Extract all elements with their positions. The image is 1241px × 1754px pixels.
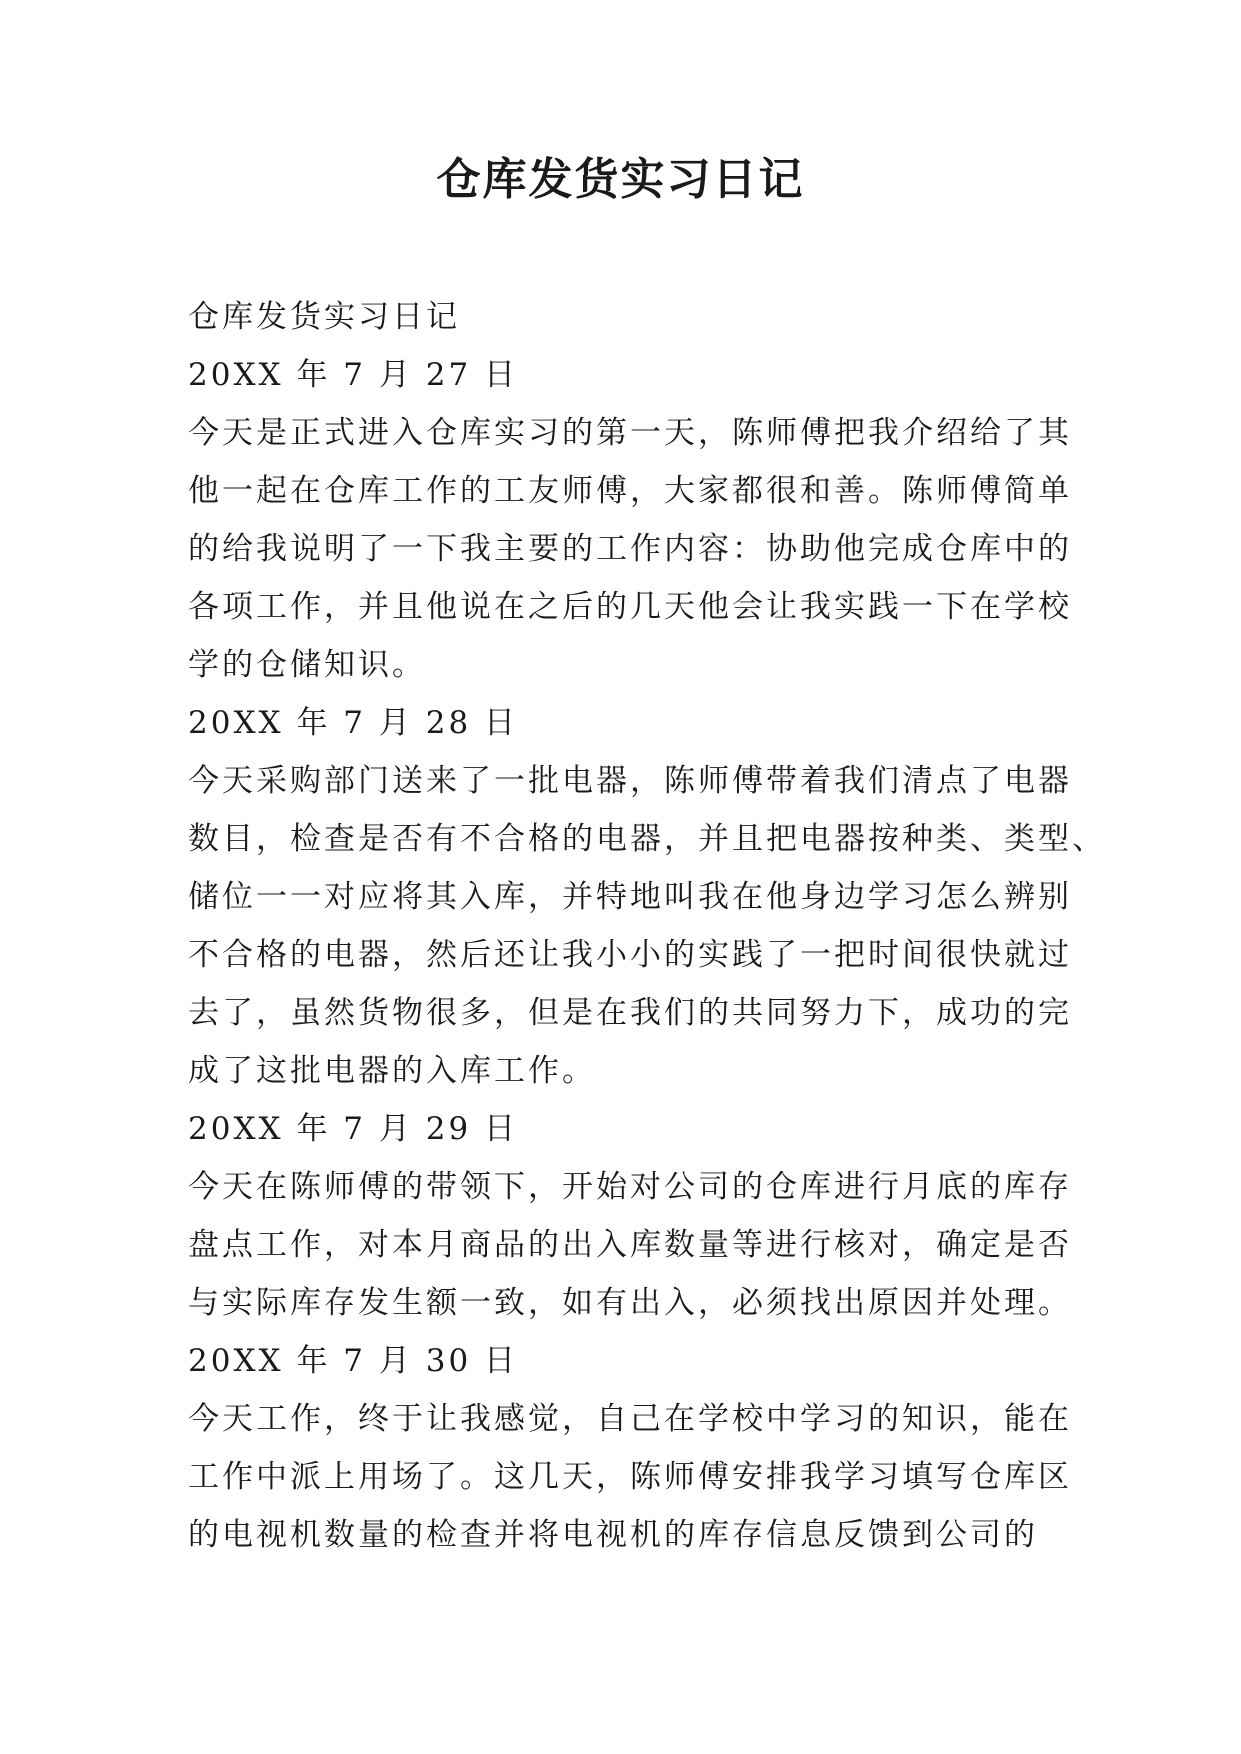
paragraph-line: 不合格的电器，然后还让我小小的实践了一把时间很快就过 xyxy=(188,937,1072,973)
entry-date xyxy=(188,694,1088,752)
document-subtitle xyxy=(188,288,1088,346)
paragraph-line: 数目，检查是否有不合格的电器，并且把电器按种类、类型、 xyxy=(188,821,1106,857)
paragraph-line: 他一起在仓库工作的工友师傅，大家都很和善。陈师傅简单 xyxy=(188,473,1072,509)
entry-paragraph xyxy=(188,1158,1088,1332)
entry-date-text: 20XX 年 7 月 28 日 xyxy=(188,705,519,741)
entry-date-text: 20XX 年 7 月 29 日 xyxy=(188,1111,519,1147)
entry-date-text: 20XX 年 7 月 27 日 xyxy=(188,357,519,393)
document-title: 仓库发货实习日记 xyxy=(436,154,805,205)
paragraph-line: 今天在陈师傅的带领下，开始对公司的仓库进行月底的库存 xyxy=(188,1169,1072,1205)
paragraph-line: 今天工作，终于让我感觉，自己在学校中学习的知识，能在 xyxy=(188,1401,1072,1437)
entry-paragraph xyxy=(188,1390,1088,1564)
document-body xyxy=(188,288,1106,1564)
paragraph-line: 储位一一对应将其入库，并特地叫我在他身边学习怎么辨别 xyxy=(188,879,1072,915)
entry-date xyxy=(188,1100,1088,1158)
paragraph-line: 各项工作，并且他说在之后的几天他会让我实践一下在学校 xyxy=(188,589,1072,625)
paragraph-line: 学的仓储知识。 xyxy=(188,647,426,683)
subtitle-line: 仓库发货实习日记 xyxy=(188,299,460,335)
paragraph-line: 去了，虽然货物很多，但是在我们的共同努力下，成功的完 xyxy=(188,995,1072,1031)
paragraph-line: 今天是正式进入仓库实习的第一天，陈师傅把我介绍给了其 xyxy=(188,415,1072,451)
entry-date xyxy=(188,1332,1088,1390)
entry-paragraph xyxy=(188,404,1088,694)
entry-date xyxy=(188,346,1088,404)
paragraph-line: 的电视机数量的检查并将电视机的库存信息反馈到公司的 xyxy=(188,1517,1038,1553)
paragraph-line: 工作中派上用场了。这几天，陈师傅安排我学习填写仓库区 xyxy=(188,1459,1072,1495)
paragraph-line: 的给我说明了一下我主要的工作内容：协助他完成仓库中的 xyxy=(188,531,1072,567)
entry-paragraph xyxy=(188,752,1106,1100)
entry-date-text: 20XX 年 7 月 30 日 xyxy=(188,1343,519,1379)
paragraph-line: 盘点工作，对本月商品的出入库数量等进行核对，确定是否 xyxy=(188,1227,1072,1263)
paragraph-line: 今天采购部门送来了一批电器，陈师傅带着我们清点了电器 xyxy=(188,763,1072,799)
paragraph-line: 成了这批电器的入库工作。 xyxy=(188,1053,596,1089)
paragraph-line: 与实际库存发生额一致，如有出入，必须找出原因并处理。 xyxy=(188,1285,1072,1321)
